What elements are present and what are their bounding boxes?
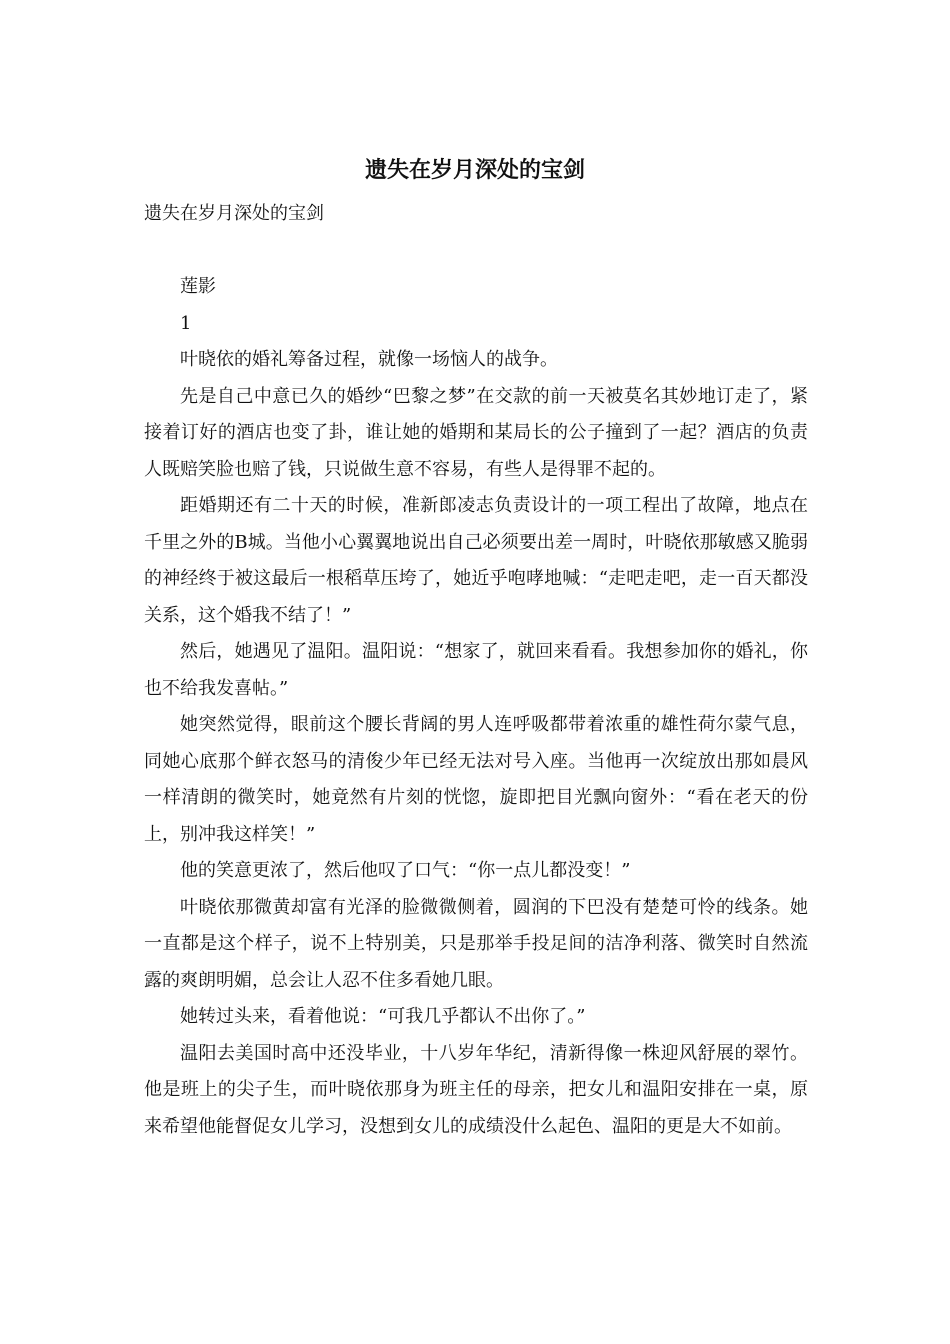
- paragraph: 叶晓依那微黄却富有光泽的脸微微侧着，圆润的下巴没有楚楚可怜的线条。她一直都是这个样子，说不上特别美，只是那举手投足间的洁净利落、微笑时自然流露的爽朗明媚，总会让人忍不住多看她几眼。: [144, 896, 808, 991]
- paragraph: 然后，她遇见了温阳。温阳说：“想家了，就回来看看。我想参加你的婚礼，你也不给我发喜帖。”: [144, 641, 808, 699]
- author-line: 莲影: [180, 276, 216, 297]
- paragraph: 距婚期还有二十天的时候，准新郎凌志负责设计的一项工程出了故障，地点在千里之外的B城。当他小心翼翼地说出自己必须要出差一周时，叶晓依那敏感又脆弱的神经终于被这最后一根稻草压垮了，她近乎咆哮地喊：“走吧走吧，走一百天都没关系，这个婚我不结了！”: [144, 495, 808, 626]
- document-subtitle: 遗失在岁月深处的宝剑: [144, 203, 324, 224]
- section-number: 1: [180, 312, 192, 334]
- paragraph: 温阳去美国时高中还没毕业，十八岁年华纪，清新得像一株迎风舒展的翠竹。他是班上的尖子生，而叶晓依那身为班主任的母亲，把女儿和温阳安排在一桌，原来希望他能督促女儿学习，没想到女儿的成绩没什么起色、温阳的更是大不如前。: [144, 1042, 808, 1137]
- paragraph: 她突然觉得，眼前这个腰长背阔的男人连呼吸都带着浓重的雄性荷尔蒙气息，同她心底那个鲜衣怒马的清俊少年已经无法对号入座。当他再一次绽放出那如晨风一样清朗的微笑时，她竟然有片刻的恍惚，旋即把目光飘向窗外：“看在老天的份上，别冲我这样笑！”: [144, 714, 808, 845]
- paragraph: 叶晓依的婚礼筹备过程，就像一场恼人的战争。: [180, 349, 558, 370]
- paragraph: 他的笑意更浓了，然后他叹了口气：“你一点儿都没变！”: [180, 860, 631, 881]
- paragraph: 她转过头来，看着他说：“可我几乎都认不出你了。”: [180, 1006, 586, 1027]
- document-body: [144, 269, 808, 1145]
- paragraph: 先是自己中意已久的婚纱“巴黎之梦”在交款的前一天被莫名其妙地订走了，紧接着订好的酒店也变了卦，谁让她的婚期和某局长的公子撞到了一起？酒店的负责人既赔笑脸也赔了钱，只说做生意不容易，有些人是得罪不起的。: [144, 385, 808, 480]
- document-title: 遗失在岁月深处的宝剑: [364, 157, 585, 183]
